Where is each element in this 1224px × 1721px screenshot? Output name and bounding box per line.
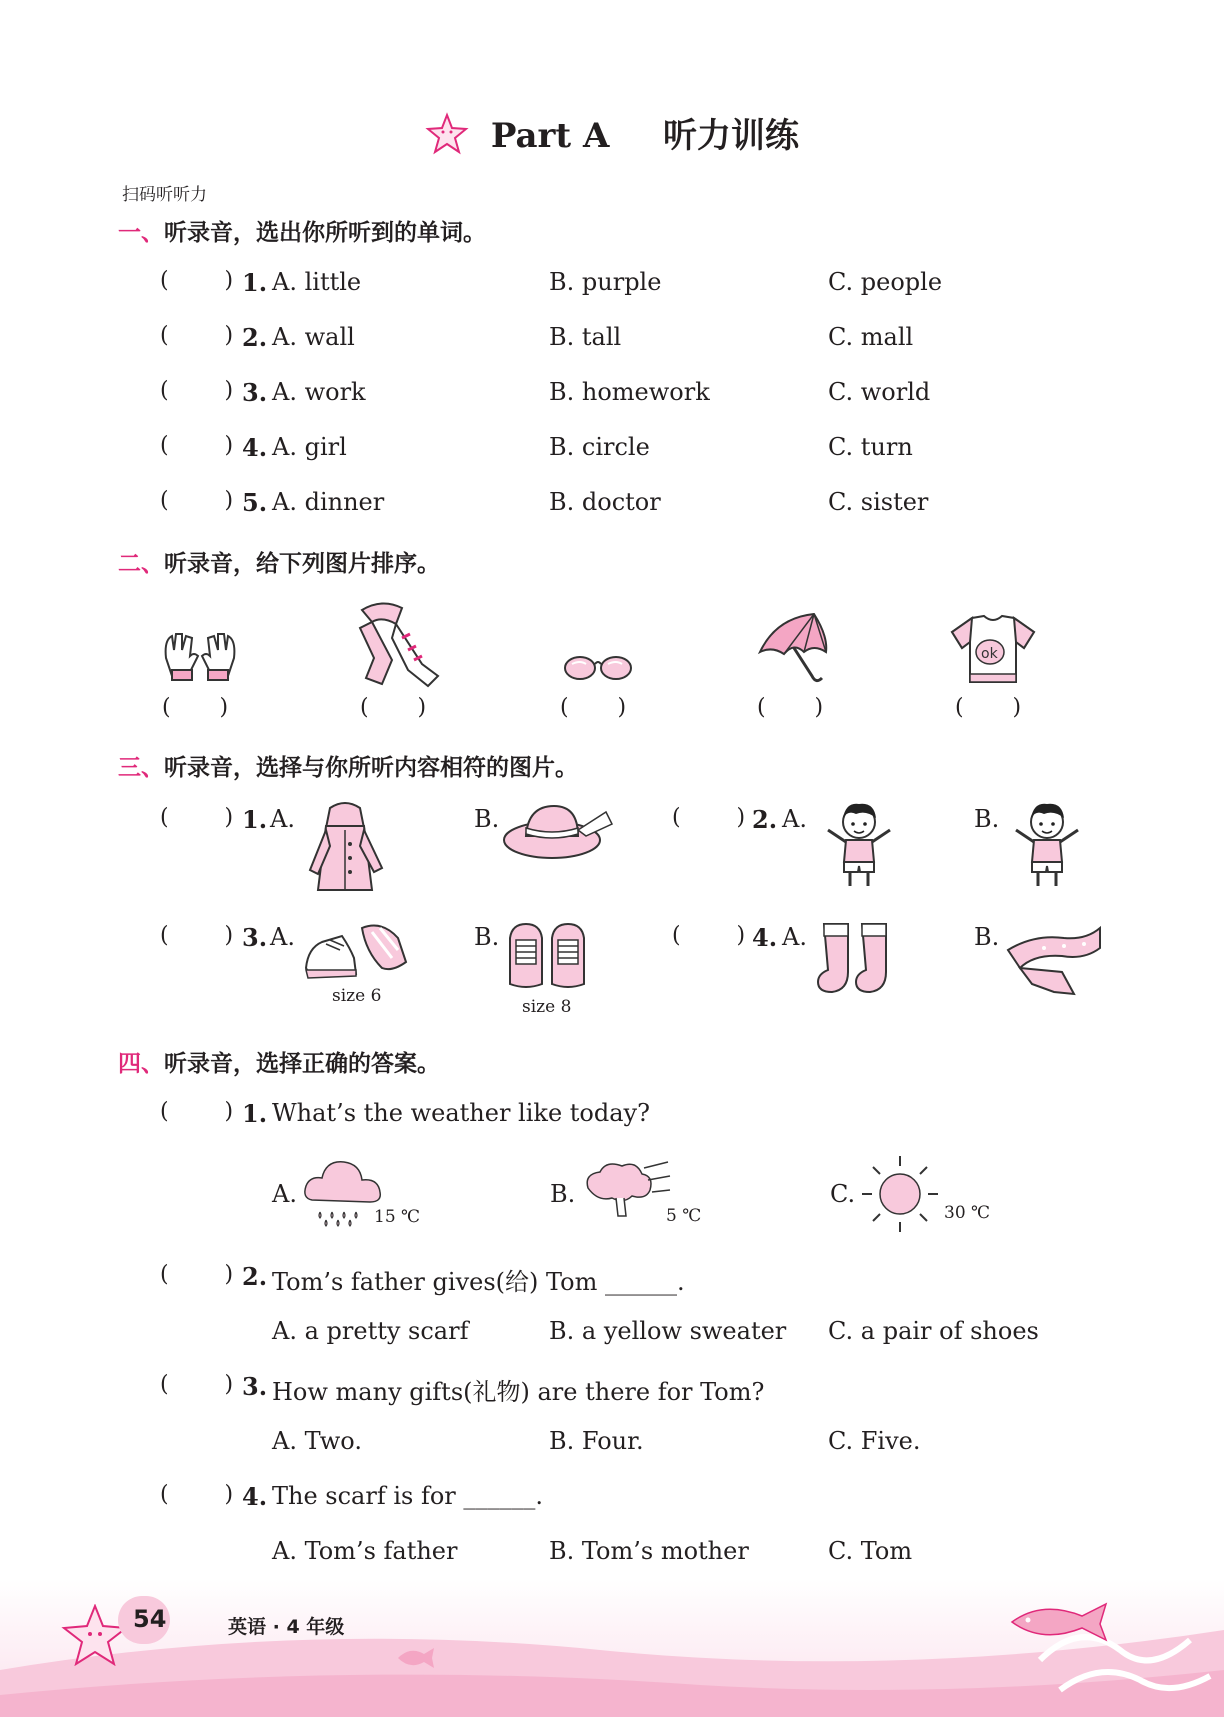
question-number: 1. bbox=[242, 1099, 268, 1128]
option-b: B. Four. bbox=[549, 1427, 644, 1455]
option-a-label: A. bbox=[270, 923, 295, 951]
socks-icon bbox=[814, 920, 904, 1002]
section1-number: 一、 bbox=[118, 220, 164, 246]
scarf-icon bbox=[1004, 920, 1104, 1002]
question-number: 3. bbox=[242, 1372, 268, 1401]
boy-shorts-icon bbox=[1004, 800, 1090, 896]
option-c: C. sister bbox=[828, 488, 929, 516]
answer-blank[interactable]: ( ) bbox=[672, 805, 746, 830]
option-a: A. dinner bbox=[272, 488, 385, 516]
option-a: A. a pretty scarf bbox=[272, 1317, 469, 1345]
fish-icon bbox=[396, 1644, 436, 1676]
windy-tree-icon bbox=[580, 1158, 672, 1224]
question-number: 3. bbox=[242, 923, 268, 952]
section2-text: 听录音，给下列图片排序。 bbox=[164, 551, 440, 577]
option-b: B. Tom’s mother bbox=[549, 1537, 749, 1565]
size-caption: size 8 bbox=[522, 997, 572, 1017]
answer-blank[interactable]: ( ) bbox=[160, 268, 234, 293]
option-b: B. tall bbox=[549, 323, 622, 351]
sneakers-icon bbox=[504, 918, 590, 998]
option-c: C. world bbox=[828, 378, 931, 406]
question-number: 2. bbox=[242, 323, 268, 352]
option-b: B. circle bbox=[549, 433, 650, 461]
option-a: A. Tom’s father bbox=[272, 1537, 458, 1565]
option-a-label: A. bbox=[270, 805, 295, 833]
answer-blank[interactable]: ( ) bbox=[160, 378, 234, 403]
star-icon bbox=[425, 112, 469, 165]
sunglasses-icon bbox=[562, 650, 634, 688]
answer-blank[interactable]: ( ) bbox=[162, 695, 229, 720]
umbrella-icon bbox=[756, 612, 838, 692]
section3-text: 听录音，选择与你所听内容相符的图片。 bbox=[164, 755, 578, 781]
answer-blank[interactable]: ( ) bbox=[160, 1482, 234, 1507]
option-a: A. Two. bbox=[272, 1427, 362, 1455]
question-number: 3. bbox=[242, 378, 268, 407]
page-number: 54 bbox=[133, 1605, 167, 1633]
answer-blank[interactable]: ( ) bbox=[560, 695, 627, 720]
answer-blank[interactable]: ( ) bbox=[160, 433, 234, 458]
section2-heading bbox=[118, 545, 440, 578]
qr-label: 扫码听听力 bbox=[122, 185, 207, 205]
page-title bbox=[0, 108, 1224, 165]
option-b: B. purple bbox=[549, 268, 662, 296]
gloves-icon bbox=[160, 628, 240, 690]
option-c: C. mall bbox=[828, 323, 914, 351]
answer-blank[interactable]: ( ) bbox=[160, 1099, 234, 1124]
answer-blank[interactable]: ( ) bbox=[160, 1372, 234, 1397]
question-number: 2. bbox=[242, 1262, 268, 1291]
option-a: A. work bbox=[272, 378, 366, 406]
option-b: B. homework bbox=[549, 378, 710, 406]
svg-text:ok: ok bbox=[981, 646, 998, 662]
section3-number: 三、 bbox=[118, 755, 164, 781]
option-c: C. turn bbox=[828, 433, 913, 461]
answer-blank[interactable]: ( ) bbox=[160, 805, 234, 830]
question-number: 2. bbox=[752, 805, 778, 834]
option-b-label: B. bbox=[474, 923, 500, 951]
question-number: 1. bbox=[242, 805, 268, 834]
section3-heading bbox=[118, 749, 578, 782]
answer-blank[interactable]: ( ) bbox=[160, 323, 234, 348]
part-label: Part A bbox=[490, 116, 610, 156]
answer-blank[interactable]: ( ) bbox=[160, 923, 234, 948]
answer-blank[interactable]: ( ) bbox=[672, 923, 746, 948]
fish-icon bbox=[1002, 1598, 1112, 1648]
option-c: C. Five. bbox=[828, 1427, 921, 1455]
option-b-label: B. bbox=[974, 923, 1000, 951]
answer-blank[interactable]: ( ) bbox=[160, 1262, 234, 1287]
scarf-icon bbox=[352, 598, 444, 694]
temperature-label: 15 ℃ bbox=[374, 1207, 421, 1227]
option-b-label: B. bbox=[550, 1180, 576, 1208]
option-c-label: C. bbox=[830, 1180, 856, 1208]
section4-number: 四、 bbox=[118, 1051, 164, 1077]
section1-heading bbox=[118, 214, 486, 247]
subject-label: 英语 · 4 年级 bbox=[228, 1616, 345, 1638]
rain-cloud-icon bbox=[302, 1154, 384, 1234]
section2-number: 二、 bbox=[118, 551, 164, 577]
option-b-label: B. bbox=[474, 805, 500, 833]
question-number: 4. bbox=[242, 1482, 268, 1511]
option-a-label: A. bbox=[272, 1180, 297, 1208]
raincoat-icon bbox=[302, 800, 388, 900]
answer-blank[interactable]: ( ) bbox=[757, 695, 824, 720]
section1-text: 听录音，选出你所听到的单词。 bbox=[164, 220, 486, 246]
title-chinese: 听力训练 bbox=[663, 116, 800, 156]
section4-heading bbox=[118, 1045, 440, 1078]
section4-text: 听录音，选择正确的答案。 bbox=[164, 1051, 440, 1077]
question-text: How many gifts(礼物) are there for Tom? bbox=[272, 1378, 765, 1406]
question-number: 4. bbox=[242, 433, 268, 462]
sunhat-icon bbox=[502, 800, 614, 866]
option-c: C. a pair of shoes bbox=[828, 1317, 1039, 1345]
option-a-label: A. bbox=[782, 805, 807, 833]
sun-icon bbox=[858, 1152, 942, 1240]
option-c: C. people bbox=[828, 268, 943, 296]
question-text: What’s the weather like today? bbox=[272, 1099, 650, 1127]
option-a: A. girl bbox=[272, 433, 347, 461]
answer-blank[interactable]: ( ) bbox=[160, 488, 234, 513]
option-a: A. wall bbox=[272, 323, 355, 351]
sneakers-icon bbox=[302, 918, 410, 992]
size-caption: size 6 bbox=[332, 986, 382, 1006]
question-number: 5. bbox=[242, 488, 268, 517]
answer-blank[interactable]: ( ) bbox=[955, 695, 1022, 720]
option-b: B. doctor bbox=[549, 488, 661, 516]
question-text: The scarf is for ______. bbox=[272, 1482, 544, 1510]
answer-blank[interactable]: ( ) bbox=[360, 695, 427, 720]
temperature-label: 5 ℃ bbox=[666, 1206, 702, 1226]
boy-shorts-icon bbox=[816, 800, 902, 896]
option-a: A. little bbox=[272, 268, 362, 296]
question-number: 4. bbox=[752, 923, 778, 952]
question-number: 1. bbox=[242, 268, 268, 297]
option-a-label: A. bbox=[782, 923, 807, 951]
option-c: C. Tom bbox=[828, 1537, 913, 1565]
question-text: Tom’s father gives(给) Tom ______. bbox=[272, 1268, 685, 1296]
temperature-label: 30 ℃ bbox=[944, 1203, 991, 1223]
option-b-label: B. bbox=[974, 805, 1000, 833]
tshirt-icon bbox=[950, 612, 1036, 690]
option-b: B. a yellow sweater bbox=[549, 1317, 787, 1345]
